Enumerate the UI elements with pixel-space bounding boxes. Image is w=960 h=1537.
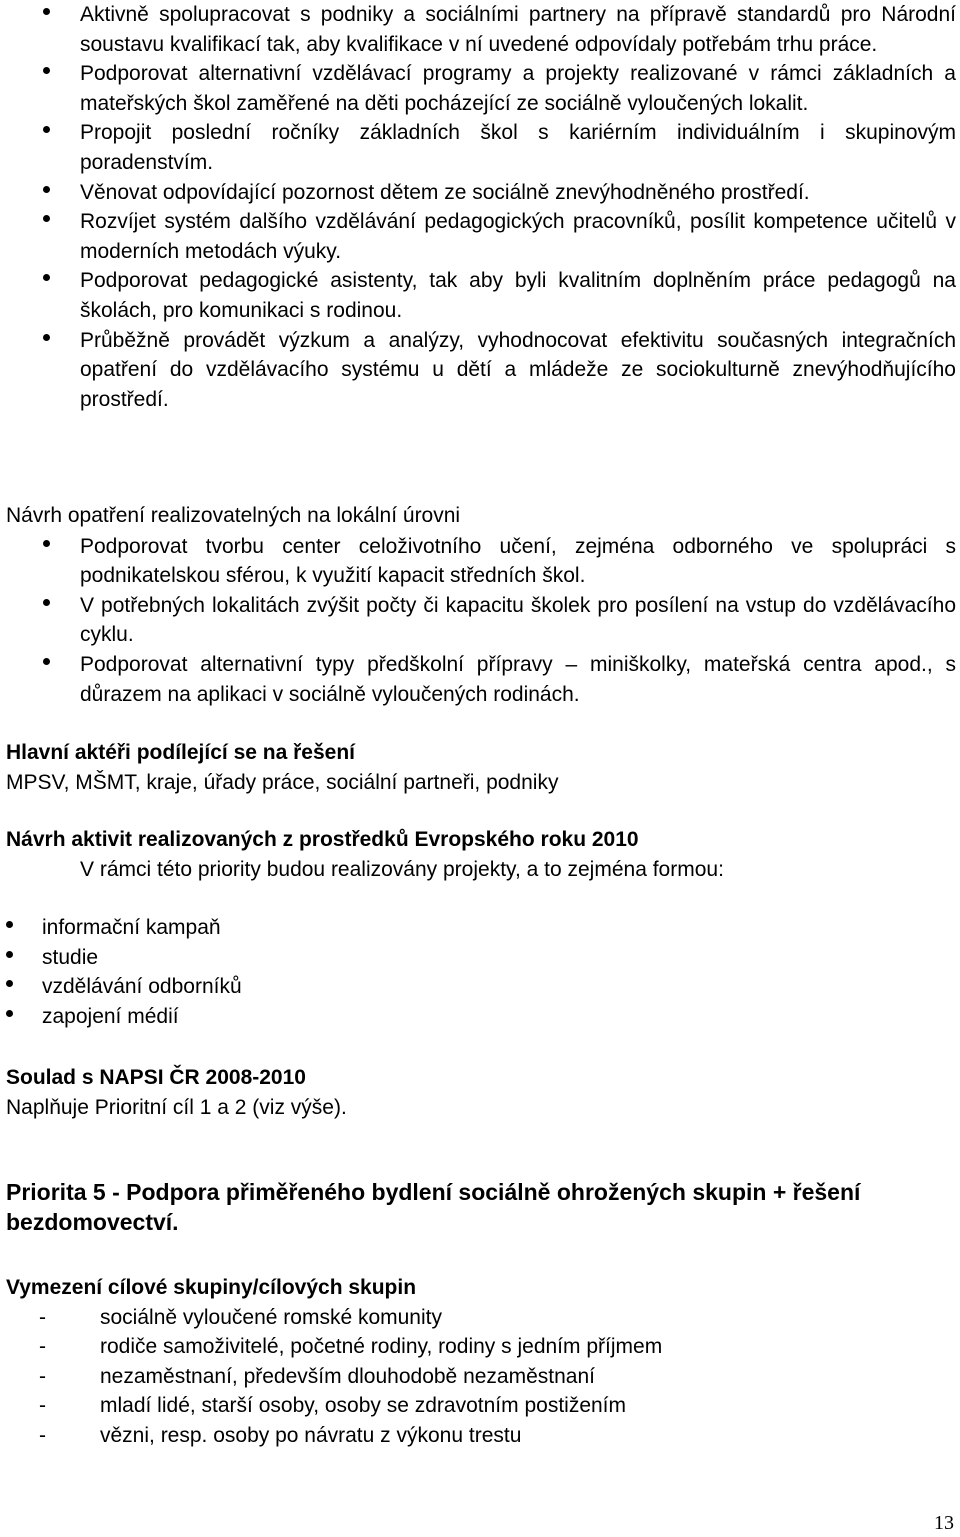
local-measures-heading: Návrh opatření realizovatelných na lokální úrovni [6,504,461,527]
bullet-icon [6,1002,13,1032]
list-item-text: Podporovat tvorbu center celoživotního učení, zejména odborného ve spolupráci s podnikatelskou sférou, k využití kapacit středních škol. [80,534,956,588]
list-item [6,1332,956,1362]
list-item [6,1391,956,1421]
dash-marker: - [39,1305,46,1329]
list-item [6,1362,956,1392]
list-item [6,972,956,1002]
bullet-icon [43,207,50,237]
list-item-text: Aktivně spolupracovat s podniky a sociálními partnery na přípravě standardů pro Národní soustavu kvalifikací tak, aby kvalifikace v ní uvedené odpovídaly potřebám trhu práce. [80,3,956,56]
list-item [6,266,956,325]
list-item-text: studie [42,945,99,969]
list-item-text: Podporovat pedagogické asistenty, tak aby byli kvalitním doplněním práce pedagogů na školách, pro komunikaci s rodinou. [80,269,956,322]
list-item [6,591,956,650]
list-item [6,326,956,415]
target-group-heading: Vymezení cílové skupiny/cílových skupin [6,1276,417,1299]
list-item-text: sociálně vyloučené romské komunity [100,1305,442,1329]
napsi-text: Naplňuje Prioritní cíl 1 a 2 (viz výše). [6,1095,347,1119]
page-number: 13 [934,1512,954,1534]
local-measures-list [6,532,956,710]
activities-intro: V rámci této priority budou realizovány projekty, a to zejména formou: [80,857,724,881]
list-item-text: Podporovat alternativní typy předškolní přípravy – miniškolky, mateřská centra apod., s důrazem na aplikaci v sociálně vyloučených rodinách. [80,652,956,706]
list-item [6,59,956,118]
dash-marker: - [39,1423,46,1447]
list-item-text: Věnovat odpovídající pozornost dětem ze sociálně znevýhodněného prostředí. [80,180,810,204]
bullet-list-top [6,0,956,414]
list-item-text: Rozvíjet systém dalšího vzdělávání pedagogických pracovníků, posílit kompetence učitelů v moderních metodách výuky. [80,210,956,263]
bullet-icon [43,326,50,356]
target-group-section [6,1273,956,1451]
list-item [6,118,956,177]
bullet-icon [43,591,50,621]
bullet-icon [43,59,50,89]
activities-list [6,913,956,1031]
list-item-text: Propojit poslední ročníky základních škol s kariérním individuálním i skupinovým poradenstvím. [80,121,956,174]
bullet-icon [43,118,50,148]
list-item-text: vzdělávání odborníků [42,975,242,999]
bullet-icon [6,913,13,943]
bullet-icon [43,532,50,562]
local-measures-section [6,501,956,709]
napsi-heading: Soulad s NAPSI ČR 2008-2010 [6,1066,306,1089]
list-item-text: mladí lidé, starší osoby, osoby se zdravotním postižením [100,1394,627,1418]
list-item [6,207,956,266]
list-item-text: nezaměstnaní, především dlouhodobě nezaměstnaní [100,1364,595,1388]
list-item [6,0,956,59]
top-bullet-list [6,0,956,414]
bullet-icon [6,943,13,973]
list-item [6,178,956,208]
actors-heading: Hlavní aktéři podílející se na řešení [6,741,355,764]
list-item-text: rodiče samoživitelé, početné rodiny, rodiny s jedním příjmem [100,1335,663,1359]
activities-list-wrap [6,913,956,1031]
bullet-icon [43,266,50,296]
actors-text: MPSV, MŠMT, kraje, úřady práce, sociální partneři, podniky [6,770,559,794]
list-item [6,943,956,973]
list-item-text: informační kampaň [42,916,221,939]
list-item-text: V potřebných lokalitách zvýšit počty či kapacitu školek pro posílení na vstup do vzdělávacího cyklu. [80,593,956,647]
dash-marker: - [39,1364,46,1388]
dash-marker: - [39,1335,46,1359]
list-item [6,650,956,709]
list-item-text: Podporovat alternativní vzdělávací programy a projekty realizované v rámci základních a mateřských škol zaměřené na děti pocházející ze sociálně vyloučených lokalit. [80,62,956,115]
list-item [6,1421,956,1451]
activities-heading: Návrh aktivit realizovaných z prostředků Evropského roku 2010 [6,828,639,851]
bullet-icon [43,650,50,680]
activities-section [6,825,956,884]
dash-marker: - [39,1394,46,1418]
target-group-list [6,1303,956,1451]
priority5-section [6,1177,956,1237]
list-item [6,532,956,591]
actors-section [6,738,956,797]
priority5-title: Priorita 5 - Podpora přiměřeného bydlení sociálně ohrožených skupin + řešení bezdomovectví. [6,1179,861,1235]
bullet-icon [43,178,50,208]
bullet-icon [43,0,50,30]
napsi-section [6,1063,956,1122]
list-item [6,1002,956,1032]
list-item-text: zapojení médií [42,1004,179,1028]
list-item-text: vězni, resp. osoby po návratu z výkonu trestu [100,1423,522,1447]
list-item-text: Průběžně provádět výzkum a analýzy, vyhodnocovat efektivitu současných integračních opatření do vzdělávacího systému u dětí a mládeže ze sociokulturně znevýhodňujícího prostředí. [80,328,956,411]
bullet-icon [6,972,13,1002]
list-item [6,913,956,943]
list-item [6,1303,956,1333]
